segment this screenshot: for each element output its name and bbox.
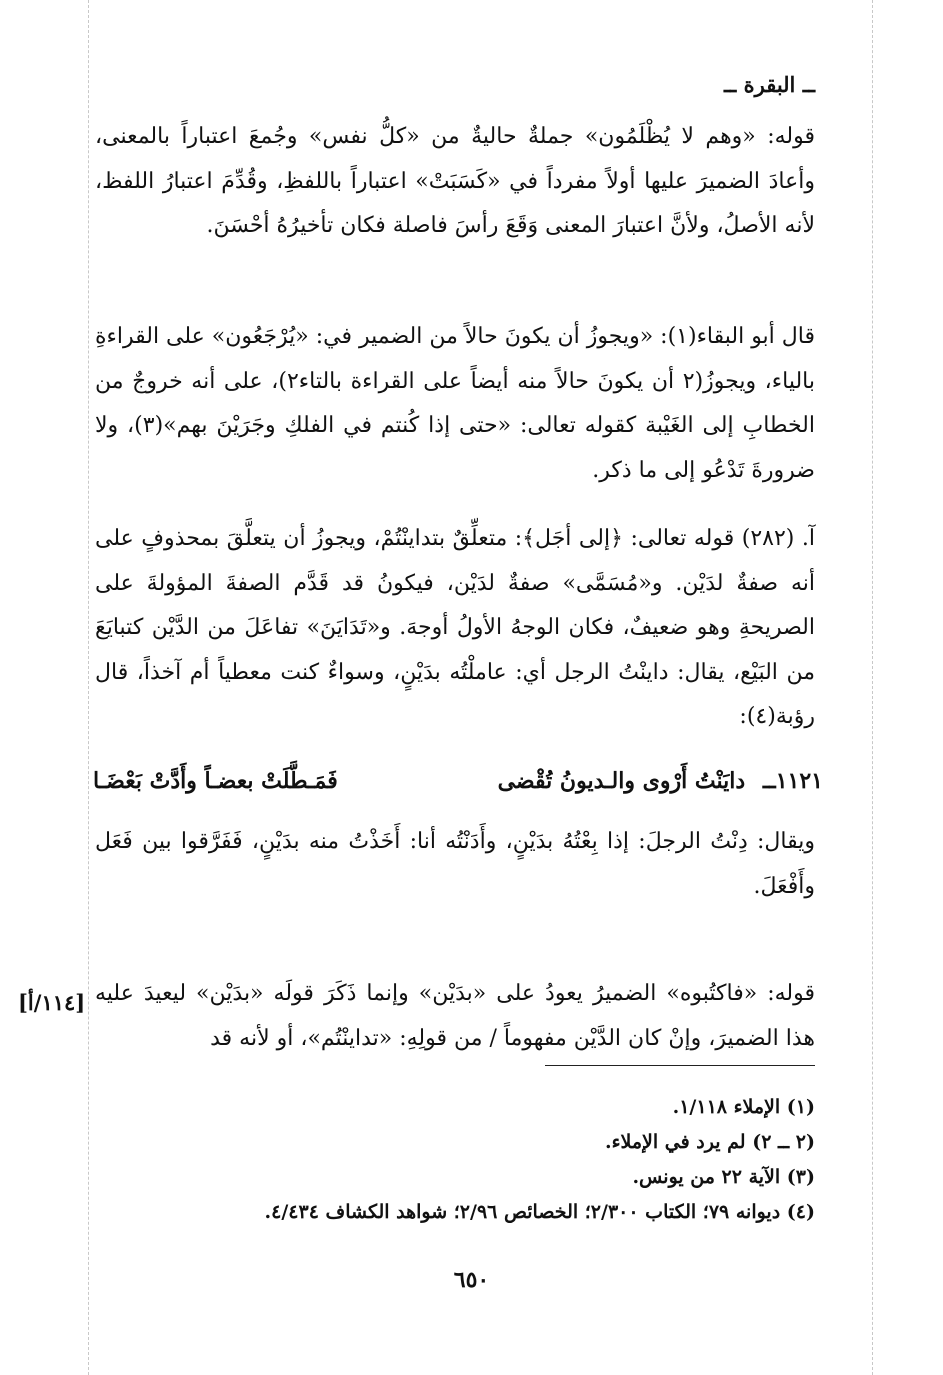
verse-number: ١١٢١ــ <box>762 768 823 794</box>
paragraph-3: آ. (٢٨٢) قوله تعالى: ﴿إلى أجَل﴾: متعلِّقٌ بتداينْتُمْ، ويجوزُ أن يتعلَّقَ بمحذوفٍ على أنه صفةٌ لدَيْن. و«مُسَمَّى» صفةٌ لدَيْن، فيكونُ قد قَدَّم الصفةَ المؤولةَ على الصريحةِ وهو ضعيفٌ، فكان الوجهُ الأولُ أوجهَ. و«تَدَايَنَ» تفاعَلَ من الدَّيْن كتبايَعَ من البَيْع، يقال: داينْتُ الرجل أي: عاملْتُه بدَيْنٍ، وسواءٌ كنت معطياً أم آخذاً، قال رؤبة(٤): <box>95 526 815 729</box>
page-number: ٦٥٠ <box>453 1267 490 1293</box>
running-head: ــ البقرة ــ <box>723 72 815 97</box>
footnote-2: (٢ ــ ٢) لم يرد في الإملاء. <box>604 1131 815 1153</box>
verse-hemistich-left: فَمَـطَّلَتْ بعضـاً وأَدَّتْ بَعْضَـا <box>93 768 338 794</box>
paragraph-5: قوله: «فاكتُبوه» الضميرُ يعودُ على «بدَيْن» وإنما ذَكَرَ قولَه «بدَيْن» ليعيدَ عليه هذا الضميرَ، وإنْ كان الدَّيْن مفهوماً / من قولِهِ: «تداينْتُم»، أو لأنه قد <box>95 981 815 1051</box>
footnote-3: (٣) الآية ٢٢ من يونس. <box>632 1166 815 1188</box>
scan-guide-line-right <box>872 0 873 1375</box>
footnote-4: (٤) ديوانه ٧٩؛ الكتاب ٢/٣٠٠؛ الخصائص ٢/٩٦؛ شواهد الكشاف ٤/٤٣٤. <box>264 1201 815 1223</box>
poetry-verse <box>93 768 823 794</box>
paragraph-1: قوله: «وهم لا يُظْلَمُون» جملةٌ حاليةٌ من «كلُّ نفس» وجُمعَ اعتباراً بالمعنى، وأعادَ الضميرَ عليها أولاً مفرداً في «كَسَبَتْ» اعتباراً باللفظِ، وقُدِّمَ اعتبارُ اللفظ، لأنه الأصلُ، ولأنَّ اعتبارَ المعنى وَقَعَ رأسَ فاصلة فكان تأخيرُهُ أحْسَنَ. <box>95 124 815 238</box>
manuscript-folio-marker: [١١٤/أ] <box>18 990 86 1015</box>
verse-first-half <box>498 768 823 794</box>
scan-guide-line-left <box>88 0 89 1375</box>
footnote-separator <box>545 1065 815 1066</box>
footnotes <box>95 1090 815 1230</box>
paragraph-2: قال أبو البقاء(١): «ويجوزُ أن يكونَ حالاً من الضمير في: «يُرْجَعُون» على القراءةِ بالياء، ويجوزُ(٢ أن يكونَ حالاً منه أيضاً على القراءة بالتاء٢)، على أنه خروجٌ من الخطابِ إلى الغَيْبة كقوله تعالى: «حتى إذا كُنتم في الفلكِ وجَرَيْنَ بهم»(٣)، ولا ضرورةَ تَدْعُو إلى ما ذكر. <box>95 324 815 483</box>
verse-hemistich-right: دايَنْتُ أَرْوى والـديونُ تُقْضى <box>497 768 746 794</box>
footnote-1: (١) الإملاء ١/١١٨. <box>672 1096 815 1118</box>
paragraph-4: ويقال: دِنْتُ الرجلَ: إذا بِعْتُهُ بدَيْنٍ، وأَدَنْتُه أنا: أَخَذْتُ منه بدَيْنٍ، فَفَرَّقوا بين فَعَل وأَفْعَلَ. <box>95 829 815 899</box>
